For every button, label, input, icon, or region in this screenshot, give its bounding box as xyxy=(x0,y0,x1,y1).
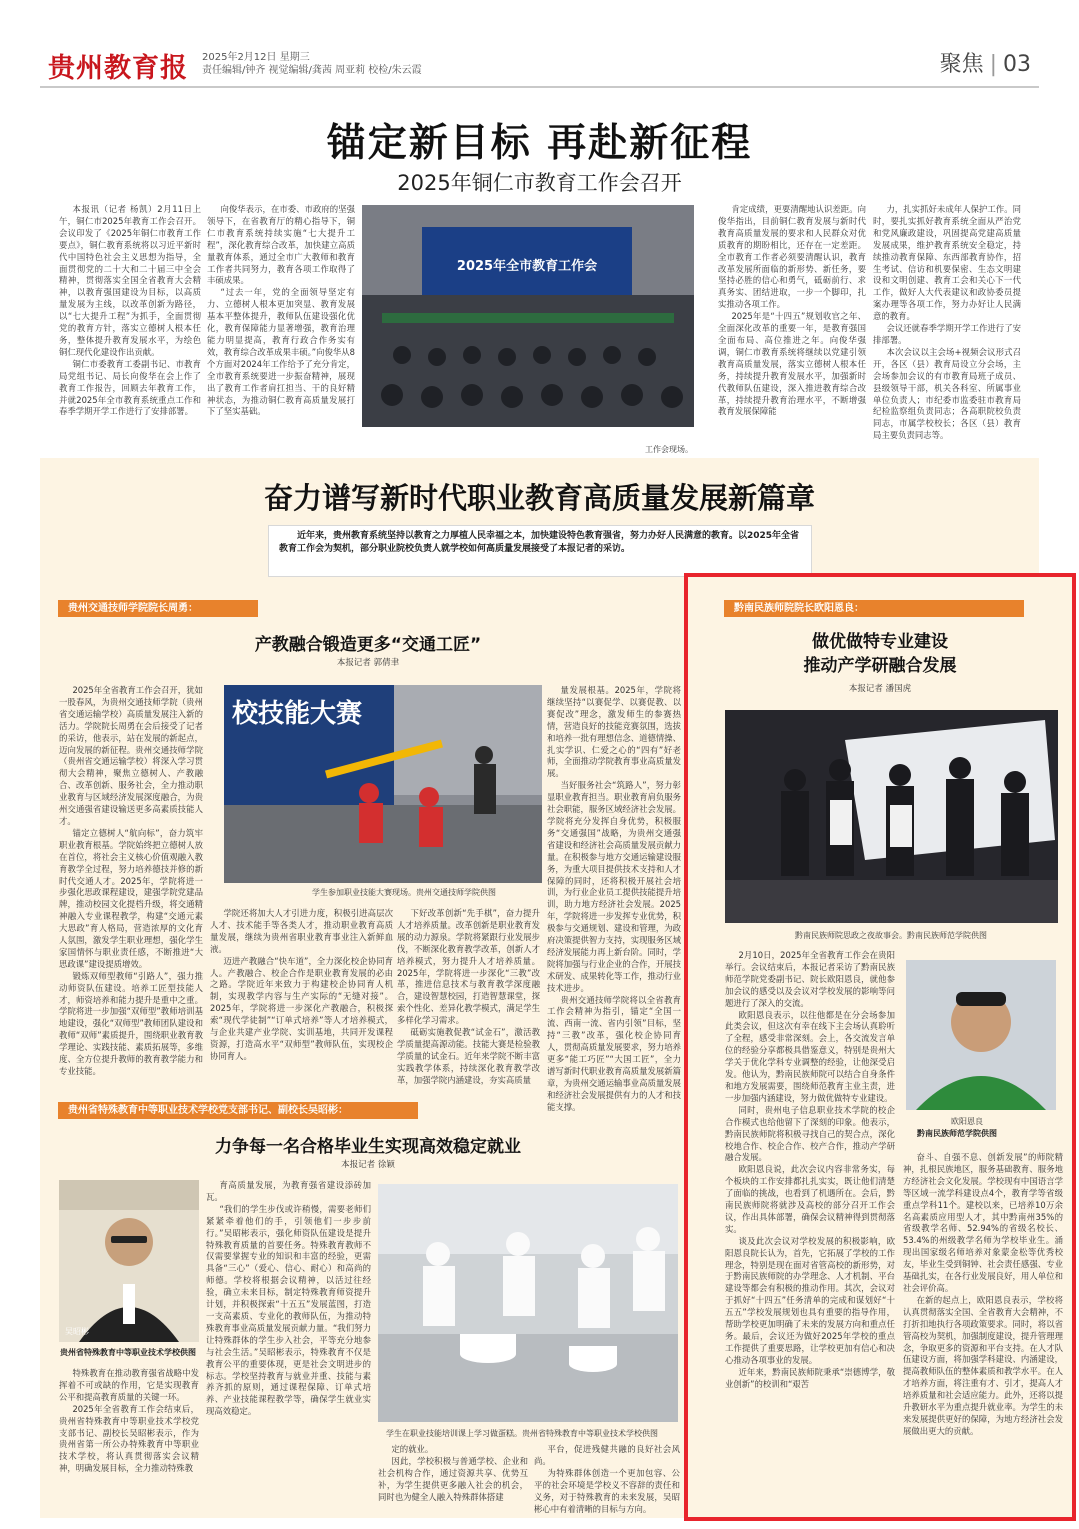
lead-subheadline: 2025年铜仁市教育工作会召开 xyxy=(397,171,682,195)
feature-headline: 奋力谱写新时代职业教育高质量发展新篇章 xyxy=(263,481,815,515)
article2-column-1: 特殊教育在推动教育强省战略中发挥着不可或缺的作用，它是实现教育公平和提高教育质量的关键一环。 2025年全省教育工作会结束后，贵州省特殊教育中等职业技术学校党支部书记、副校长吴昭彬表示，作为贵州省第一所公办特殊教育中等职业技术学校，将认真贯彻落实会议精神，明确发展目标，全力推动特殊教 xyxy=(59,1368,199,1474)
article2-photo-baking xyxy=(378,1184,678,1422)
baking-photo-illustration xyxy=(378,1184,678,1422)
article3-portrait-caption: 黔南民族师范学院供图 xyxy=(917,1129,997,1138)
masthead-meta xyxy=(202,51,422,77)
article2-column-2: 育高质量发展，为教育强省建设添砖加瓦。 “我们的学生步伐或许稍慢，需要老师们紧紧牵着他们的手，引领他们一步步前行。”吴昭彬表示，强化师资队伍建设是提升特殊教育质量的首要任务。特殊教育教师不仅需要掌握专业的知识和丰富的经验，更需具备“三心”（爱心、信心、耐心）和高尚的师德。学校将根据会议精神，以活过往经验，确立未来目标，制定特殊教育师资提升计划，并积极探索“十五五”发展蓝图，打造一支高素质、专业化的教师队伍，为推动特殊教育事业高质量发展贡献力量。“我们努力让特殊群体的学生步入社会，平等充分地参与社会生活。”吴昭彬表示，特殊教育不仅是教育公平的重要体现，更是社会文明进步的标志。学校坚持教育与就业并重、技能与素养齐抓的原则，通过课程保障、订单式培养、产业技能课程教学等，确保学生就业实现高效稳定。 xyxy=(206,1180,371,1417)
article2-photo-caption: 学生在职业技能培训课上学习做蛋糕。贵州省特殊教育中等职业技术学校供图 xyxy=(386,1429,658,1438)
article1-tag: 贵州交通技师学院院长周勇： xyxy=(58,600,258,617)
lead-column-4: 力，扎实抓好未成年人保护工作。同时，要扎实抓好教育系统全面从严治党和党风廉政建设，巩固提高党建高质量发展成果，维护教育系统安全稳定，持续推动教育保障、东西部教育协作，招生考试、信访和机要保密、生态文明建设和文明创建、教育工会和关心下一代工作，做好人大代表建议和政协委员提案办理等各项工作，努力办好让人民满意的教育。 会议还就春季学期开学工作进行了安排部署。 本次会议以主会场+视频会议形式召开，各区（县）教育局设立分会场，主会场参加会议的有市教育局班子成员、县级领导干部，机关各科室、所属事业单位负责人；市纪委市监委驻市教育局纪检监察组负责同志；各高职院校负责同志，市属学校校长；各区（县）教育局主要负责同志等。 xyxy=(873,204,1021,441)
article3-column-2: 奋斗、自强不息、创新发展”的师院精神，扎根民族地区，服务基础教育、服务地方经济社会文化发展。学校现有中国语言学等区域一流学科建设点4个，教育学等省级重点学科11个。建校以来，已培养10万余名高素质应用型人才，其中黔南州35%的省级教学名师、52.94%的省级名校长、53.4%的州级教学名师为学校毕业生。涌现出国家级名师培养对象蒙金松等优秀校友，毕业生受到铜钟、社会责任感强、专业基础扎实，在各行业发展良好，用人单位和社会评价高。 在新的起点上，欧阳恩良表示，学校将认真贯彻落实全国、全省教育大会精神，不打折扣地执行各项政策要求。同时，将以省管高校为契机，加强制度建设，提升管理理念，争取更多的资源和平台支持。在人才队伍建设方面，将加强学科建设、内涵建设，提高教师队伍的整体素质和教学水平。在人才培养方面，将注重有才、引才，提高人才培养质量和社会适应能力。此外，还将以提升教研水平为重点提升就业率。为学生的未来发展提供更好的保障，为地方经济社会发展做出更大的贡献。 xyxy=(903,1152,1063,1436)
article1-column-1: 2025年全省教育工作会召开，犹如一股春风，为贵州交通技师学院（贵州省交通运输学校）高质量发展注入新的活力。学院院长周勇在会后接受了记者的采访，他表示，站在发展的新起点，迈向发展的新征程。贵州交通技师学院（贵州省交通运输学校）将深入学习贯彻大会精神，聚焦立德树人、产教融合、改革创新、服务社会，全力推动职业教育与区域经济发展深度融合，为贵州交通强省建设输送更多高素质技能人才。 锚定立德树人“航向标”，奋力筑牢职业教育根基。学院始终把立德树人放在首位，将社会主义核心价值观融入教育教学全过程，努力培养德技并修的新时代交通人才。2025年，学院将进一步强化思政课程建设，建强学院党建品牌，推动校园文化提档升级，将交通精神融入专业课程教学，构建“交通元素大思政”育人格局，营造浓厚的文化育人氛围，激发学生职业理想，强化学生家国情怀与职业责任感，不断推进“大思政课”建设提质增效。 锻炼双师型教师“引路人”，强力推动师资队伍建设。培养工匠型技能人才，师资培养和能力提升是重中之重。学院将进一步加强“双师型”教师培训基地建设，强化“双师型”教师团队建设和教师“双师”素质提升，围绕职业教育教学理论、实践技能、素质拓展等，多维度、全方位提升教师的教育教学能力和专业技能。 xyxy=(59,685,203,1076)
newspaper-logo: 贵州教育报 xyxy=(48,53,188,84)
conference-banner-text: 2025年全市教育工作会 xyxy=(456,259,598,274)
article3-column-1: 2月10日，2025年全省教育工作会在贵阳举行。会议结束后，本报记者采访了黔南民族师范学院党委副书记、院长欧阳恩良，就他参加会议的感受以及会议对学校发展的影响等问题进行了深入的交流。 欧阳恩良表示，以往他都是在分会场参加此类会议，但这次有幸在线下主会场认真聆听了全程，感受非常深刻。会上，各交流发言单位的经验分享都极具借鉴意义，特别是贵州大学关于优化学科专业调整的经验，让他深受启发。他认为，黔南民族师院可以结合自身条件和地方发展需要，围绕师范教育主业主责，进一步加强内涵建设，努力做优做特专业建设。 同时，贵州电子信息职业技术学院的校企合作模式也给他留下了深刻的印象。他表示，黔南民族师院将积极寻找自己的契合点，深化校地合作、校企合作、校产合作，推动产学研融合发展。 欧阳恩良说，此次会议内容非常务实，每个板块的工作安排都扎扎实实，既让他们清楚了面临的挑战，也看到了机遇所在。会后，黔南民族师院将就涉及高校的部分召开工作会议，作出具体部署，确保会议精神得到贯彻落实。 谈及此次会议对学校发展的积极影响，欧阳恩良院长认为，首先，它拓展了学校的工作理念，特别是现在面对省管高校的新形势，对于黔南民族师院的办学理念、人才机制、平台建设等都会有积极的推动作用。其次，会议对于抓好“十四五”任务清单的完成和谋划好“十五五”学校发展规划也具有重要的指导作用，帮助学校更加明确了未来的发展方向和重点任务。最后，会议还为做好2025年学校的重点工作提供了重要思路，让学校更加有信心和决心推动各项事业的发展。 近年来，黔南民族师院秉承“崇德博学，敬业创新”的校训和“艰苦 xyxy=(725,950,895,1389)
editors-line: 责任编辑/钟齐 视觉编辑/龚茜 周亚莉 校检/朱云霞 xyxy=(202,65,422,76)
article1-column-3: 下好改革创新“先手棋”，奋力提升人才培养质量。改革创新是职业教育发展的动力源泉。学院将紧跟行业发展步伐，不断深化教育教学改革，创新人才培养模式，努力提升人才培养质量。2025年，学院将进一步深化“三教”改革，推进信息技术与教育教学深度融合，建设智慧校园，打造智慧课堂，探索个性化、差异化教学模式，满足学生多样化学习需求。 砥砺实施教促教“试金石”，激活教学质量提高源动能。技能大赛是检验教学质量的试金石。近年来学院不断丰富实践教学体系，持续深化教育教学改革，加强学院内涵建设，夯实高质量 xyxy=(397,908,540,1085)
highlight-frame xyxy=(684,573,1076,1521)
article2-title: 力争每一名合格毕业生实现高效稳定就业 xyxy=(215,1137,521,1157)
article2-portrait-caption: 贵州省特殊教育中等职业技术学校供图 xyxy=(60,1348,196,1357)
article3-title-line-2: 推动产学研融合发展 xyxy=(803,656,957,676)
article3-byline: 本报记者 潘国虎 xyxy=(848,684,912,694)
article1-byline: 本报记者 郭倩聿 xyxy=(336,658,400,668)
competition-banner-text: 校技能大赛 xyxy=(232,699,363,729)
article1-column-2: 学院还将加大人才引进力度，积极引进高层次人才、技术能手等各类人才，推动职业教育高质量发展，继续为贵州省职业教育事业注入新鲜血液。 迈进产教融合“快车道”，全力深化校企协同育人。产教融合、校企合作是职业教育发展的必由之路。学院近年来致力于构建校企协同育人机制，实现教学内容与生产实际的“无缝对接”。2025年，学院将进一步深化产教融合，积极探索“现代学徒制”“订单式培养”等人才培养模式，与企业共建产业学院、实训基地，共同开发课程资源，打造高水平“双师型”教师队伍，实现校企协同育人。 xyxy=(210,908,393,1061)
article1-photo-competition xyxy=(224,685,542,883)
lead-photo-conference xyxy=(362,205,694,427)
lead-headline: 锚定新目标 再赴新征程 xyxy=(326,121,753,166)
conference-photo-illustration xyxy=(362,205,694,427)
article1-title: 产教融合锻造更多“交通工匠” xyxy=(254,635,482,655)
masthead-divider xyxy=(40,86,1039,88)
issue-date: 2025年2月12日 星期三 xyxy=(202,52,310,63)
article1-column-4: 量发展根基。2025年，学院将继续坚持“以赛促学、以赛促教、以赛促改”理念，激发师生的参赛热情，营造良好的技能竞赛氛围，选拔和培养一批有理想信念、道德情操、扎实学识、仁爱之心的“四有”好老师，全面推动学院教育事业高质量发展。 当好服务社会“筑路人”，努力彰显职业教育担当。职业教育肩负服务社会职能，服务区域经济社会发展。学院将充分发挥自身优势，积极服务“交通强国”战略，为贵州交通强省建设和经济社会高质量发展贡献力量。在积极参与地方交通运输建设服务，为重大项目提供技术支持和人才保障的同时，还将积极开展社会培训，为行业企业员工提供技能提升培训，助力地方经济社会发展。2025年，学院将进一步发挥专业优势，积极参与交通规划、建设和管理，为政府决策提供智力支持，实现服务区域经济发展能力再上新台阶。同时，学院将加强与行业企业的合作，开展技术研发、成果转化等工作，推动行业技术进步。 贵州交通技师学院将以全省教育工作会精神为指引，锚定“全国一流、西南一流、省内引领”目标，坚持“三教”改革，强化校企协同育人，贯彻高质量发展要求，努力培养更多“能工巧匠”“大国工匠”，全力谱写新时代职业教育高质量发展新篇章，为贵州交通运输事业高质量发展和经济社会发展提供有力的人才和技能支撑。 xyxy=(547,685,681,1112)
article2-portrait xyxy=(59,1180,199,1342)
feature-intro: 近年来，贵州教育系统坚持以教育之力厚植人民幸福之本，加快建设特色教育强省，努力办好人民满意的教育。以2025年全省教育工作会为契机，部分职业院校负责人就学校如何高质量发展接受了本报记者的采访。 xyxy=(268,525,812,577)
page-number: 03 xyxy=(1003,52,1031,77)
article3-tag: 黔南民族师院院长欧阳恩良： xyxy=(724,600,1024,617)
article2-column-4: 平台，促进残健共融的良好社会风尚。 为特殊群体创造一个更加包容、公平的社会环境是学校义不容辞的责任和义务，对于特殊教育的未来发展，吴昭彬心中有着清晰的目标与方向。 xyxy=(534,1444,680,1514)
article3-title-line-1: 做优做特专业建设 xyxy=(812,632,948,652)
portrait-name-label: 吴昭彬 xyxy=(65,1327,89,1336)
lead-column-2: 向俊华表示，在市委、市政府的坚强领导下，在省教育厅的精心指导下，铜仁市教育系统持续实施“七大提升工程”，深化教育综合改革，加快建立高质量教育体系，通过全市广大教师和教育工作者共同努力，教育各项工作取得了丰硕成果。 “过去一年，党的全面领导坚定有力、立德树人根本更加突显、教育发展基本平整体提升，教师队伍建设强化优化，教育保障能力显著增强，教育治理能力明显提高，教育行政合作务实有效，教育综合改革成果丰硕。”向俊华从8个方面对2024年工作给予了充分肯定，全市教育系统要进一步振奋精神，展现出了教育工作者肩扛担当、干的良好精神状态，为推动铜仁教育高质量发展打下了坚实基础。 xyxy=(207,204,355,417)
lead-column-1: 本报讯（记者 杨凯）2月11日上午，铜仁市2025年教育工作会召开。会议印发了《2025年铜仁市教育工作要点》，铜仁教育系统将以习近平新时代中国特色社会主义思想为指导，全面贯彻党的二十大和二十届三中全会精神，贯彻落实全国全省教育大会精神，以教育强国建设为目标，以高质量发展为主线，以改革创新为路径，以“七大提升工程”为抓手，全面贯彻党的教育方针，落实立德树人根本任务，整体提升教育发展水平，为绘色铜仁现代化建设作出贡献。 铜仁市委教育工委副书记、市教育局党组书记、局长向俊华在会上作了教育工作报告，回顾去年教育工作，并就2025年全市教育系统重点工作和春季学期开学工作进行了安排部署。 xyxy=(59,204,201,417)
article2-tag: 贵州省特殊教育中等职业技术学校党支部书记、副校长吴昭彬： xyxy=(58,1102,418,1119)
article2-byline: 本报记者 徐颖 xyxy=(341,1160,395,1170)
article2-column-3: 定的就业。 因此，学校积极与普通学校、企业和社会机构合作，通过资源共享、优势互补，为学生提供更多融入社会的机会，同时也为健全人融入特殊群体搭建 xyxy=(378,1444,528,1502)
lead-column-3: 肯定成绩，更要清醒地认识差距。向俊华指出，目前铜仁教育发展与新时代教育高质量发展的要求和人民群众对优质教育的期盼相比，还存在一定差距。全市教育工作者必须要清醒认识，教育改革发展所面临的新形势、新任务，要坚持必胜的信心和勇气，砥砺前行、求真务实、团结进取，一步一个脚印，扎实推动各项工作。 2025年是“十四五”规划收官之年、全面深化改革的重要一年，是教育强国全面布局、高位推进之年。向俊华强调，铜仁市教育系统将继续以党建引领教育高质量发展，落实立德树人根本任务，持续提升教育发展水平，加强新时代教师队伍建设，深入推进教育综合改革，持续提升教育治理水平，不断增强教育发展保障能 xyxy=(718,204,866,417)
lead-photo-caption: 工作会现场。 xyxy=(645,445,693,454)
article3-photo-caption: 黔南民族师院思政之夜故事会。黔南民族师范学院供图 xyxy=(795,931,987,940)
section-label: 聚焦 | 03 xyxy=(939,52,1031,77)
portrait-illustration xyxy=(59,1180,199,1342)
article3-portrait-name: 欧阳恩良 xyxy=(951,1117,983,1126)
article1-photo-caption: 学生参加职业技能大赛现场。贵州交通技师学院供图 xyxy=(312,888,496,897)
section-name: 聚焦 xyxy=(939,52,984,77)
